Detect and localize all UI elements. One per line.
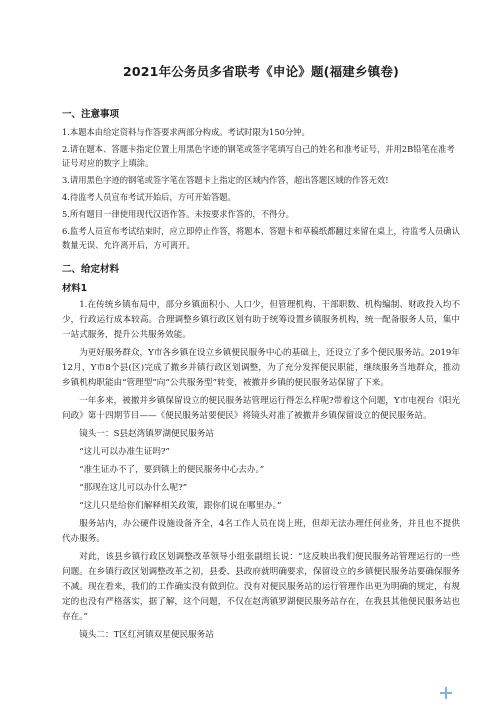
page-title: 2021年公务员多省联考《申论》题(福建乡镇卷) xyxy=(122,64,400,79)
material-paragraph: 对此，该县乡镇行政区划调整改革领导小组张副组长说：“这反映出我们便民服务站管理运行的一些问题。在乡镇行政区划调整改革之初，县委、县政府就明确要求，保留设立的乡镇便民服务站要确保服务不减。现在看来，我们的工作确实没有做到位。没有对便民服务站的运行管理作出更为明确的规定，有规定的也没有严格落实，据了解，这个问题，不仅在赵湾镇罗湖便民服务站存在，在我县其他便民服务站也存在。” xyxy=(62,552,460,622)
dialogue-line: “这儿可以办准生证吗?” xyxy=(79,447,170,457)
dialogue-line: “这儿只是给你们解释相关政策，跟你们说在哪里办。” xyxy=(79,501,282,511)
notice-item: 5.所有题目一律使用现代汉语作答。未按要求作答的，不得分。 xyxy=(62,209,294,219)
dialogue-line: “准生证办不了，要到镇上的便民服务中心去办。” xyxy=(79,465,265,475)
notice-item: 1.本题本由给定资料与作答要求两部分构成。考试时限为150分钟。 xyxy=(62,127,310,137)
material-paragraph: 一年多来，被撤并乡镇保留设立的便民服务站管理运行得怎么样呢?带着这个问题，Y市电视台《阳光问政》第十四期节目——《便民服务站要便民》将镜头对准了被撤并乡镇保留设立的便民服务站。 xyxy=(62,396,460,421)
notice-item: 6.监考人员宣布考试结束时，应立即停止作答，将题本、答题卡和草稿纸都翻过来留在桌上，待监考人员确认数量无误、允许离开后，方可离开。 xyxy=(62,226,460,250)
dialogue-line: “那现在这儿可以办什么呢?” xyxy=(79,483,188,493)
scene-heading: 镜头一：S县赵湾镇罗湖便民服务站 xyxy=(79,429,214,439)
crosshair-mark-icon xyxy=(440,687,452,699)
notice-list xyxy=(62,125,460,252)
material-paragraph: 为更好服务群众，Y市各乡镇在设立乡镇便民服务中心的基础上，还设立了多个便民服务站。2019年12月，Y市8个县(区)完成了撤乡并镇行政区划调整，为了充分发挥便民职能，继续服务当地群众，推动乡镇机构职能由“管理型”向“公共服务型”转变，被撤并乡镇的便民服务站保留了下来。 xyxy=(62,348,460,388)
material-paragraph: 1.在传统乡镇布局中，部分乡镇面积小、人口少，但管理机构、干部职数、机构编制、财政投入均不少，行政运行成本较高。合理调整乡镇行政区划有助于统筹设置乡镇服务机构，统一配备服务人员，集中一站式服务，提升公共服务效能。 xyxy=(62,300,460,340)
notice-item: 4.待监考人员宣布考试开始后，方可开始答题。 xyxy=(62,192,236,202)
notice-item: 2.请在题本、答题卡指定位置上用黑色字迹的钢笔或签字笔填写自己的姓名和准考证号，并用2B铅笔在准考证号对应的数字上填涂。 xyxy=(62,144,455,168)
notice-item: 3.请用黑色字迹的钢笔或签字笔在答题卡上指定的区域内作答，超出答题区域的作答无效! xyxy=(62,175,389,185)
material-paragraph: 服务站内，办公硬件设施设备齐全，4名工作人员在岗上班，但却无法办理任何业务，并且也不提供代办服务。 xyxy=(62,519,460,544)
notice-heading: 一、注意事项 xyxy=(62,109,120,120)
scene-heading: 镜头二：T区红河镇双星便民服务站 xyxy=(79,630,214,640)
material-label: 材料1 xyxy=(62,283,88,294)
materials-heading: 二、给定材料 xyxy=(62,264,120,275)
